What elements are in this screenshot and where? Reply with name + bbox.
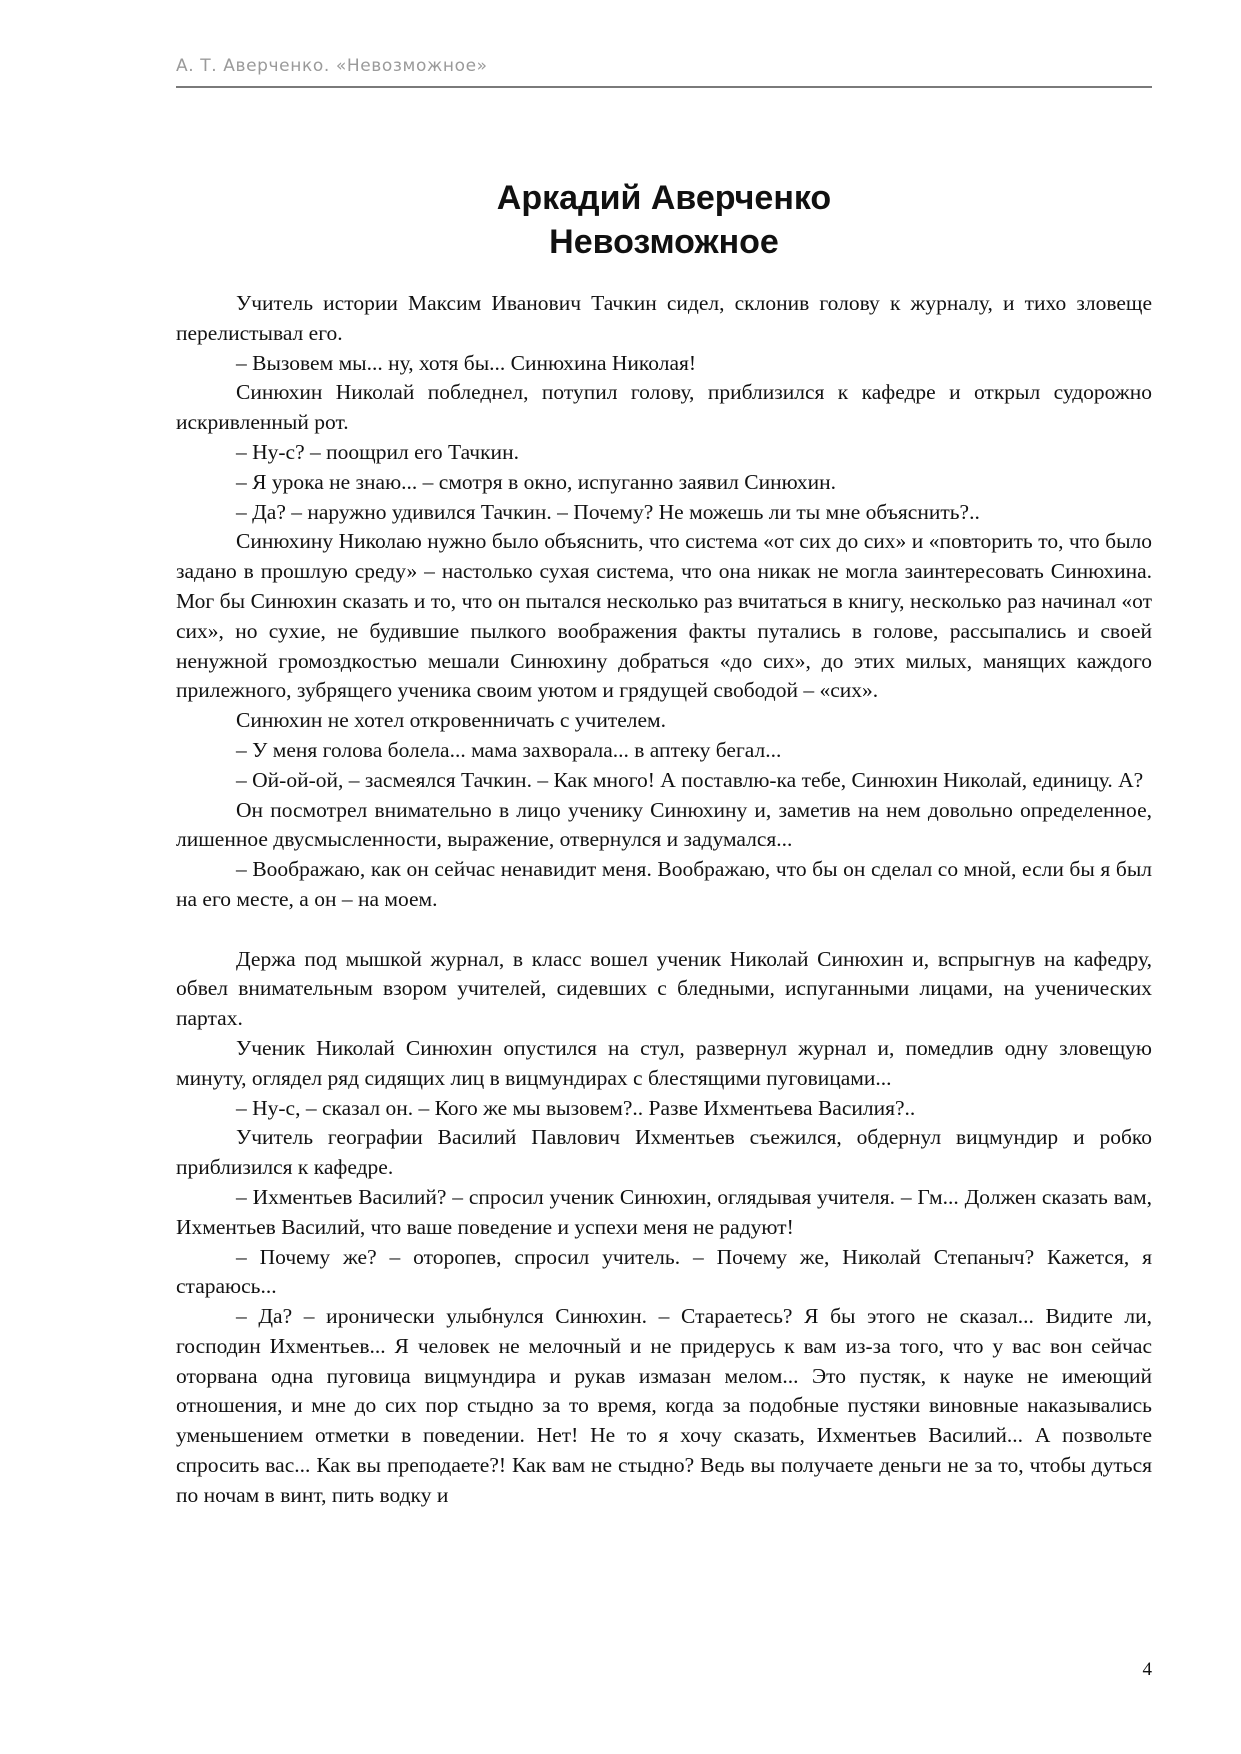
paragraph: Синюхин Николай побледнел, потупил голову, приблизился к кафедре и открыл судорожно искривленный рот.	[176, 380, 1152, 435]
paragraph: – Я урока не знаю... – смотря в окно, испуганно заявил Синюхин.	[236, 469, 836, 494]
paragraph: Учитель истории Максим Иванович Тачкин сидел, склонив голову к журналу, и тихо зловеще перелистывал его.	[176, 291, 1152, 345]
paragraph: – Ой-ой-ой, – засмеялся Тачкин. – Как много! А поставлю-ка тебе, Синюхин Николай, единицу. А?	[236, 767, 1144, 792]
paragraph: Ученик Николай Синюхин опустился на стул, развернул журнал и, помедлив одну зловещую минуту, оглядел ряд сидящих лиц в вицмундирах с блестящими пуговицами...	[176, 1035, 1152, 1090]
paragraph: – Ну-с, – сказал он. – Кого же мы вызовем?.. Разве Ихментьева Василия?..	[236, 1095, 916, 1120]
paragraph: Синюхину Николаю нужно было объяснить, что система «от сих до сих» и «повторить то, что было задано в прошлую среду» – настолько сухая система, что она никак не могла заинтересовать Синюхина. Мог бы Синюхин сказать и то, что он пытался несколько раз вчитаться в книгу, несколько раз начинал «от сих», но сухие, не будившие пылкого воображения факты путались в голове, рассыпались и своей ненужной громоздкостью мешали Синюхину добраться «до сих», до этих милых, манящих каждого прилежного, зубрящего ученика своим уютом и грядущей свободой – «сих».	[176, 529, 1152, 703]
paragraph: Он посмотрел внимательно в лицо ученику Синюхину и, заметив на нем довольно определенное, лишенное двусмысленности, выражение, отвернулся и задумался...	[176, 797, 1152, 852]
header-divider	[176, 86, 1152, 88]
paragraph: – Ну-с? – поощрил его Тачкин.	[236, 439, 519, 464]
paragraph: – У меня голова болела... мама захворала... в аптеку бегал...	[236, 737, 782, 762]
paragraph: Учитель географии Василий Павлович Ихментьев съежился, обдернул вицмундир и робко приблизился к кафедре.	[176, 1125, 1152, 1180]
body-text	[176, 289, 1152, 1511]
author-name: Аркадий Аверченко	[496, 179, 832, 217]
paragraph: – Да? – наружно удивился Тачкин. – Почему? Не можешь ли ты мне объяснить?..	[236, 499, 980, 524]
paragraph: Синюхин не хотел откровенничать с учителем.	[236, 708, 667, 733]
paragraph: – Вызовем мы... ну, хотя бы... Синюхина Николая!	[236, 350, 697, 375]
page-number: 4	[1142, 1659, 1152, 1680]
paragraph: – Воображаю, как он сейчас ненавидит меня. Воображаю, что бы он сделал со мной, если бы я был на его месте, а он – на моем.	[176, 857, 1152, 911]
paragraph: – Да? – иронически улыбнулся Синюхин. – Стараетесь? Я бы этого не сказал... Видите ли, господин Ихментьев... Я человек не мелочный и не придерусь к вам из-за того, что у вас вон сейчас оторвана одна пуговица вицмундира и рукав измазан мелом... Это пустяк, к науке не имеющий отношения, и мне до сих пор стыдно за то время, когда за подобные пустяки виновные наказывались уменьшением отметки в поведении. Нет! Не то я хочу сказать, Ихментьев Василий... А позвольте спросить вас... Как вы преподаете?! Как вам не стыдно? Ведь вы получаете деньги не за то, чтобы дуться по ночам в винт, пить водку и	[176, 1304, 1152, 1507]
paragraph: – Почему же? – оторопев, спросил учитель. – Почему же, Николай Степаныч? Кажется, я стараюсь...	[176, 1244, 1152, 1299]
paragraph: Держа под мышкой журнал, в класс вошел ученик Николай Синюхин и, вспрыгнув на кафедру, обвел внимательным взором учителей, сидевших с бледными, испуганными лицами, на ученических партах.	[176, 946, 1152, 1031]
title-block	[176, 176, 1152, 264]
work-title: Невозможное	[549, 223, 779, 261]
section-break	[176, 915, 1152, 945]
paragraph: – Ихментьев Василий? – спросил ученик Синюхин, оглядывая учителя. – Гм... Должен сказать вам, Ихментьев Василий, что ваше поведение и успехи меня не радуют!	[176, 1184, 1152, 1239]
running-header: А. Т. Аверченко. «Невозможное»	[176, 56, 488, 76]
